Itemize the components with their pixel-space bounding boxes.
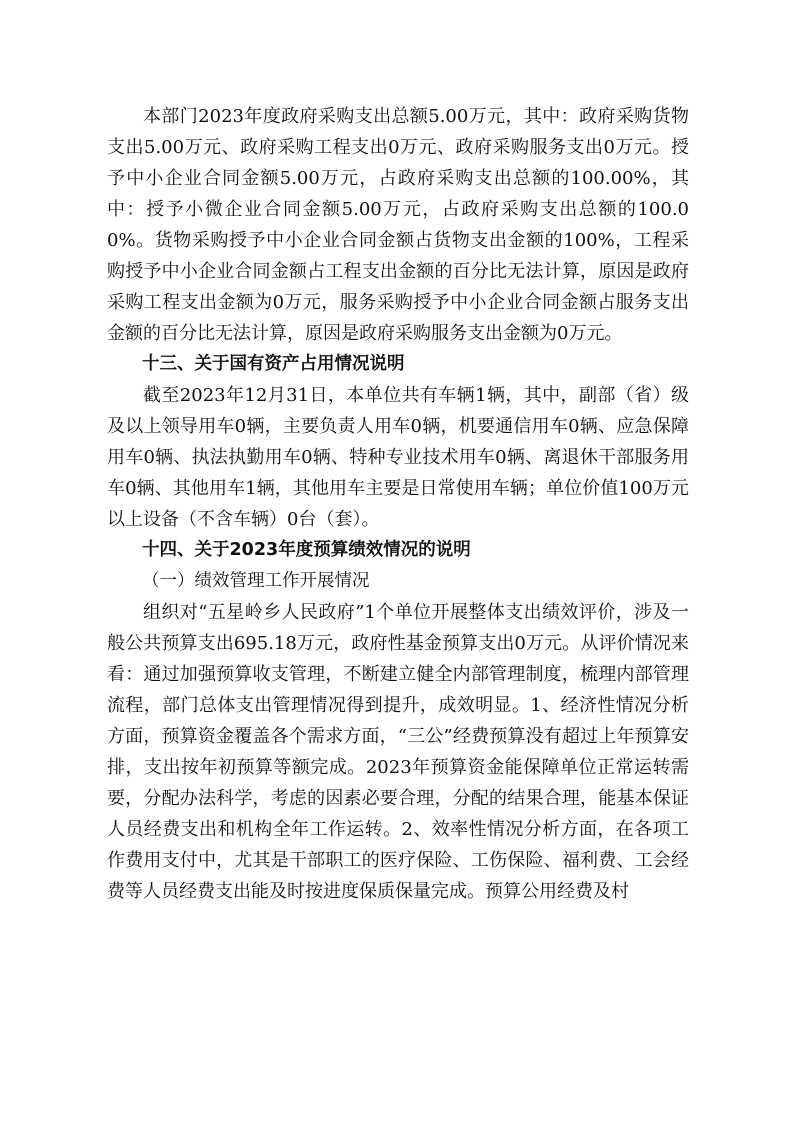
- section-14-heading: 十四、关于2023年度预算绩效情况的说明: [142, 540, 471, 560]
- section-13-heading: 十三、关于国有资产占用情况说明: [142, 354, 405, 374]
- performance-management-subheading: （一）绩效管理工作开展情况: [142, 571, 370, 591]
- document-body: [107, 101, 689, 907]
- government-procurement-paragraph: 本部门2023年度政府采购支出总额5.00万元，其中：政府采购货物支出5.00万元、政府采购工程支出0万元、政府采购服务支出0万元。授予中小企业合同金额5.00万元，占政府采购支出总额的100.00%，其中：授予小微企业合同金额5.00万元，占政府采购支出总额的100.00%。货物采购授予中小企业合同金额占货物支出金额的100%，工程采购授予中小企业合同金额占工程支出金额的百分比无法计算，原因是政府采购工程支出金额为0万元，服务采购授予中小企业合同金额占服务支出金额的百分比无法计算，原因是政府采购服务支出金额为0万元。: [107, 106, 689, 344]
- state-assets-paragraph: 截至2023年12月31日，本单位共有车辆1辆，其中，副部（省）级及以上领导用车0辆，主要负责人用车0辆，机要通信用车0辆、应急保障用车0辆、执法执勤用车0辆、特种专业技术用车0辆、离退休干部服务用车0辆、其他用车1辆，其他用车主要是日常使用车辆；单位价值100万元以上设备（不含车辆）0台（套）。: [107, 385, 689, 530]
- performance-evaluation-paragraph: 组织对“五星岭乡人民政府”1个单位开展整体支出绩效评价，涉及一般公共预算支出695.18万元，政府性基金预算支出0万元。从评价情况来看：通过加强预算收支管理，不断建立健全内部管理制度，梳理内部管理流程，部门总体支出管理情况得到提升，成效明显。1、经济性情况分析方面，预算资金覆盖各个需求方面，“三公”经费预算没有超过上年预算安排，支出按年初预算等额完成。2023年预算资金能保障单位正常运转需要，分配办法科学，考虑的因素必要合理，分配的结果合理，能基本保证人员经费支出和机构全年工作运转。2、效率性情况分析方面，在各项工作费用支付中，尤其是干部职工的医疗保险、工伤保险、福利费、工会经费等人员经费支出能及时按进度保质保量完成。预算公用经费及村: [107, 602, 689, 902]
